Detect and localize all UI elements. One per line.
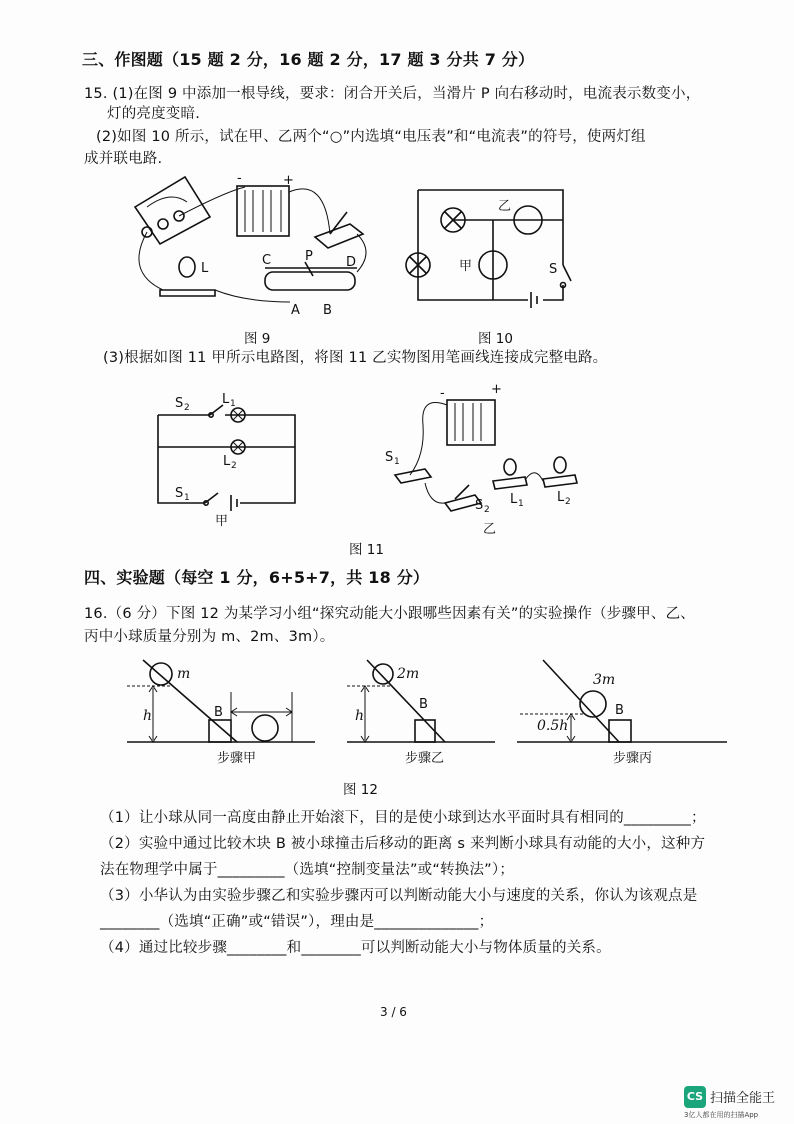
svg-text:B: B [214, 705, 223, 720]
fig11-S1: S [175, 486, 184, 501]
section4-heading: 四、实验题（每空 1 分，6+5+7，共 18 分） [84, 568, 430, 587]
section3-heading: 三、作图题（15 题 2 分，16 题 2 分，17 题 3 分共 7 分） [82, 50, 535, 69]
svg-text:2: 2 [184, 403, 190, 413]
svg-text:1: 1 [184, 493, 190, 503]
q15-2-line1: (2)如图 10 所示，试在甲、乙两个“○”内选填“电压表”和“电流表”的符号，使两灯组 [96, 129, 646, 145]
figure-12-step-yi [345, 658, 505, 768]
svg-text:2: 2 [484, 505, 490, 515]
q16-2-line1: （2）实验中通过比较木块 B 被小球撞击后移动的距离 s 来判断小球具有动能的大小，这种方 [100, 836, 706, 852]
scanner-app-slogan: 3亿人都在用的扫描App [684, 1111, 759, 1119]
svg-text:1: 1 [394, 457, 400, 467]
fig9-C: C [262, 253, 272, 268]
figure-12-step-jia [125, 658, 325, 768]
svg-text:-: - [440, 386, 445, 401]
fig11-S2: S [175, 396, 184, 411]
svg-text:3m: 3m [593, 672, 616, 688]
q16-1: （1）让小球从同一高度由静止开始滚下，目的是使小球到达水平面时具有相同的_________； [100, 810, 706, 826]
figure-11-yi [385, 382, 585, 537]
svg-text:2: 2 [565, 497, 571, 507]
svg-text:2m: 2m [397, 666, 420, 682]
step-yi-label: 步骤乙 [405, 751, 445, 766]
fig10-jia: 甲 [459, 259, 473, 274]
svg-text:h: h [143, 708, 153, 724]
fig11-L1: L [222, 392, 230, 407]
scanner-logo-icon: CS [684, 1086, 706, 1108]
fig9-P: P [305, 249, 313, 264]
svg-text:1: 1 [518, 499, 524, 509]
svg-text:B: B [615, 703, 624, 718]
svg-text:S: S [385, 450, 394, 465]
figure-10 [403, 185, 573, 310]
fig9-B: B [323, 303, 332, 318]
svg-text:+: + [491, 382, 502, 397]
svg-text:m: m [177, 666, 191, 682]
fig9-D: D [346, 255, 357, 270]
q16-line1: 16.（6 分）下图 12 为某学习小组“探究动能大小跟哪些因素有关”的实验操作（步骤甲、乙、 [84, 606, 695, 622]
q16-4: （4）通过比较步骤________和________可以判断动能大小与物体质量的关系。 [100, 940, 611, 956]
fig9-A: A [291, 303, 300, 318]
fig10-yi: 乙 [498, 199, 512, 214]
fig9-caption: 图 9 [244, 331, 271, 347]
step-jia-label: 步骤甲 [217, 751, 257, 766]
fig11-yi: 乙 [483, 522, 497, 537]
svg-text:h: h [355, 708, 365, 724]
svg-text:L: L [510, 492, 518, 507]
q16-line2: 丙中小球质量分别为 m、2m、3m）。 [84, 629, 335, 645]
scanner-app-name: 扫描全能王 [710, 1091, 776, 1106]
q15-2-line2: 成并联电路. [84, 151, 163, 167]
q15-1-line2: 灯的亮度变暗. [107, 106, 201, 122]
figure-12-step-bing [515, 658, 735, 768]
fig10-S: S [549, 262, 558, 277]
step-bing-label: 步骤丙 [613, 751, 653, 766]
q16-2-line2: 法在物理学中属于_________（选填“控制变量法”或“转换法”）； [100, 862, 515, 878]
svg-text:L: L [557, 490, 565, 505]
fig11-L2: L [223, 454, 231, 469]
svg-text:2: 2 [231, 461, 237, 471]
svg-text:1: 1 [230, 399, 236, 409]
fig9-L: L [201, 261, 209, 276]
fig10-caption: 图 10 [478, 331, 513, 347]
svg-text:S: S [475, 498, 484, 513]
q15-1-line1: 15. (1)在图 9 中添加一根导线，要求：闭合开关后，当滑片 P 向右移动时，电流表示数变小， [84, 86, 701, 102]
svg-text:0.5h: 0.5h [537, 718, 569, 734]
fig9-plus: + [283, 173, 294, 188]
figure-11-jia [155, 392, 305, 529]
q16-3-line2: ________（选填“正确”或“错误”），理由是______________； [100, 914, 494, 930]
fig9-minus: - [237, 171, 242, 186]
fig12-caption: 图 12 [343, 782, 378, 798]
fig11-jia: 甲 [215, 514, 229, 529]
q16-3-line1: （3）小华认为由实验步骤乙和实验步骤丙可以判断动能大小与速度的关系，你认为该观点是 [100, 888, 698, 904]
figure-9 [125, 172, 385, 332]
fig11-caption: 图 11 [349, 542, 384, 558]
page-number: 3 / 6 [380, 1005, 407, 1019]
q15-3: (3)根据如图 11 甲所示电路图，将图 11 乙实物图用笔画线连接成完整电路。 [103, 350, 608, 366]
svg-text:B: B [419, 697, 428, 712]
